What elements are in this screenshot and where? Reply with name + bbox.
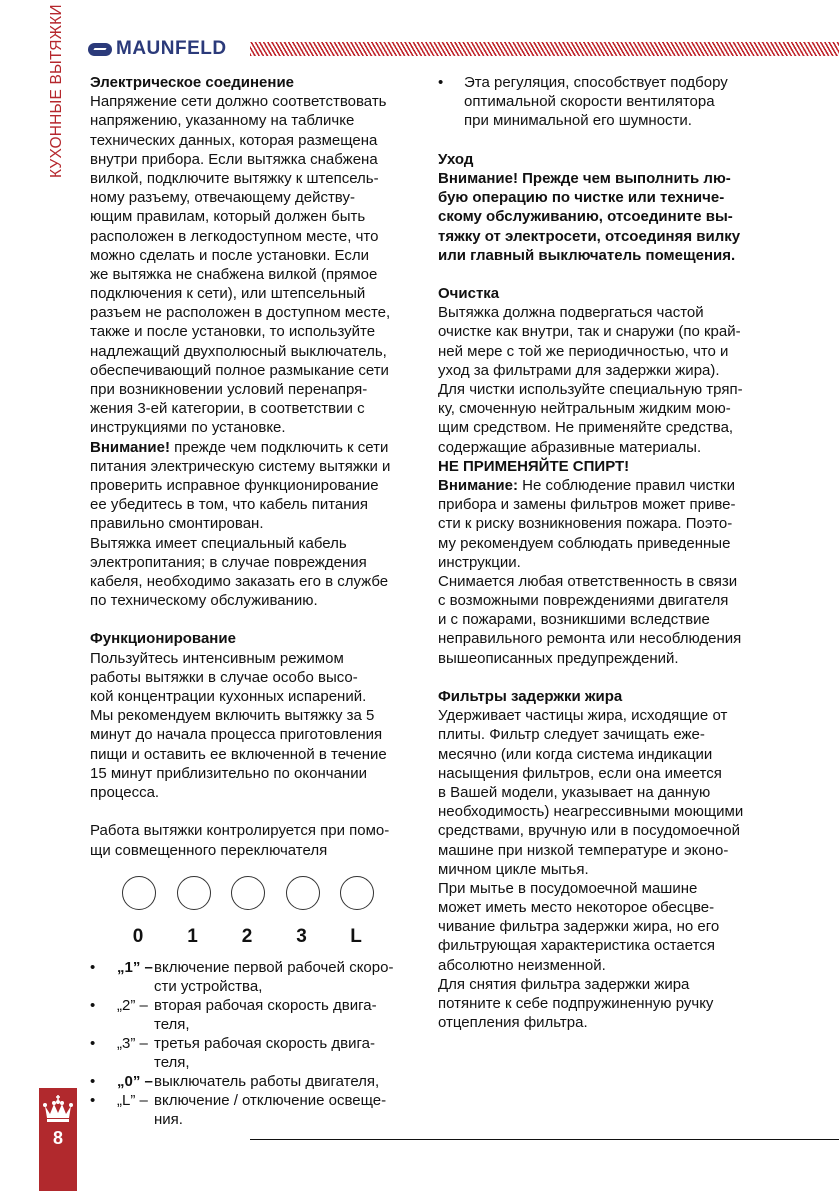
switch-bullet-continuation: сти устройства, [154,978,263,995]
text-line [90,725,420,744]
switch-bullet-item [90,1091,393,1129]
text-content: Вытяжка должна подвергаться частой [438,304,704,322]
text-content: Вытяжка имеет специальный кабель [90,534,347,552]
left-column [90,73,420,860]
text-line [438,131,838,150]
text-line [438,668,838,687]
text-content: внутри прибора. Если вытяжка снабжена [90,150,378,168]
text-content: кой концентрации кухонных испарений. [90,688,367,705]
text-content: Мы рекомендуем включить вытяжку за 5 [90,707,375,725]
switch-bullet-continuation: теля, [154,1054,190,1071]
text-content: щи совмещенного переключателя [90,841,328,859]
switch-bullet-continuation: ния. [154,1111,183,1128]
text-content: фильтрующая характеристика остается [438,937,715,955]
text-line [90,111,420,130]
text-line [90,457,420,476]
text-content: Удерживает частицы жира, исходящие от [438,707,728,725]
text-line [438,706,838,725]
text-line [438,572,838,591]
text-line [438,73,838,92]
text-content: обеспечивающий полное размыкание сети [90,361,389,379]
text-line [90,399,420,418]
text-line [438,898,838,917]
text-line [438,917,838,936]
text-line [438,342,838,361]
bullet-icon: • [90,997,96,1014]
text-content: Не соблюдение правил чистки [517,476,735,494]
text-content: Снимается любая ответственность в связи [438,572,738,590]
text-line [90,610,420,629]
text-line [438,92,838,111]
section-side-title: КУХОННЫЕ ВЫТЯЖКИ [48,4,65,178]
bullet-icon: • [90,1092,96,1109]
text-content: необходимость) неагрессивными моющими [438,803,744,821]
text-content: 15 минут приблизительно по окончании [90,764,367,782]
text-content: Для снятия фильтра задержки жира [438,975,690,993]
switch-position-label: 3 [296,926,307,947]
text-content: ному разъему, отвечающему действу- [90,189,355,207]
text-line [438,399,838,418]
text-content: Напряжение сети должно соответствовать [90,93,387,111]
text-line [90,495,420,514]
text-line [90,591,420,610]
switch-position-code: „1” – [117,959,153,976]
text-line [438,303,838,322]
switch-bullet-text: выключатель работы двигателя, [154,1073,380,1090]
text-line [438,879,838,898]
bullet-icon: • [90,959,96,976]
text-line [90,380,420,399]
text-content: средствами, вручную или в посудомоечной [438,822,740,840]
text-line [90,745,420,764]
text-content: плиты. Фильтр следует зачищать еже- [438,726,705,744]
text-content: прибора и замены фильтров может приве- [438,496,736,514]
switch-bullet-continuation: теля, [154,1016,190,1033]
text-content: жения 3-ей категории, в соответствии с [90,400,365,418]
switch-position-label: 2 [241,926,253,947]
text-content: может иметь место некоторое обесцве- [438,899,715,917]
text-content: в Вашей модели, указывает на данную [438,783,711,801]
text-line [438,745,838,764]
text-line [90,150,420,169]
text-line-bold [438,227,838,246]
text-content: содержащие абразивные материалы. [438,438,702,456]
emphasis-label: Внимание: [438,476,518,494]
text-content: процесса. [90,783,160,801]
text-line-bold [438,284,838,303]
brand-name: MAUNFELD [116,38,227,59]
text-line-bold [438,457,838,476]
text-content: тяжку от электросети, отсоединяя вилку [438,227,741,245]
text-content: при возникновении условий перенапря- [90,381,368,398]
text-line [90,687,420,706]
text-line [438,438,838,457]
text-line [438,610,838,629]
text-line [90,783,420,802]
text-line [438,361,838,380]
text-line [90,92,420,111]
page-number: 8 [52,1128,63,1148]
text-content: Пользуйтесь интенсивным режимом [90,649,344,667]
text-content: вышеописанных предупреждений. [438,649,679,667]
text-content: Очистка [438,285,500,303]
text-content: Эта регуляция, способствует подбору [464,74,728,91]
text-content: Электрическое соединение [90,74,295,91]
text-line [90,322,420,341]
text-line [438,495,838,514]
text-content: напряжению, указанному на табличке [90,112,355,130]
text-content: месячно (или когда система индикации [438,745,713,763]
right-column [438,73,838,1032]
text-line [90,649,420,668]
text-content: питания электрическую систему вытяжки и [90,457,391,475]
switch-bullet-text: вторая рабочая скорость двига- [154,997,377,1014]
switch-position-code: „0” – [117,1073,153,1090]
switch-position-circle [340,876,374,910]
text-line [438,534,838,553]
text-line [438,322,838,341]
text-line [438,841,838,860]
text-line-bold [438,188,838,207]
text-line [438,649,838,668]
text-content: прежде чем подключить к сети [169,438,389,456]
text-line-bold [438,246,838,265]
text-content: при минимальной его шумности. [464,112,692,130]
text-line [438,591,838,610]
text-line [438,783,838,802]
text-content: проверить исправное функционирование [90,476,379,494]
text-line [438,265,838,284]
switch-bullet-text: третья рабочая скорость двига- [154,1035,375,1052]
header-hatched-bar [250,42,839,56]
text-content: правильно смонтирован. [90,515,264,533]
text-line [90,553,420,572]
text-content: пищи и оставить ее включенной в течение [90,745,387,763]
text-line [90,841,420,860]
text-content: работы вытяжки в случае особо высо- [90,668,358,686]
text-content: му рекомендуем соблюдать приведенные [438,534,731,552]
text-line [90,706,420,725]
text-line [438,476,838,495]
text-content: абсолютно неизменной. [438,956,606,974]
text-content: разъем не расположен в доступном месте, [90,304,391,322]
switch-bullet-item [90,1034,393,1072]
page-number-box [39,1088,77,1191]
text-line [438,994,838,1013]
text-content: ее убедитесь в том, что кабель питания [90,496,369,514]
text-line [438,629,838,648]
switch-bullet-list [90,958,393,1129]
switch-bullet-item [90,996,393,1034]
text-line [90,342,420,361]
text-line [90,802,420,821]
text-line [438,1013,838,1032]
text-line-bold [438,207,838,226]
text-content: технических данных, которая размещена [90,131,378,149]
text-content: потяните к себе подпружиненную ручку [438,995,714,1012]
text-content: Работа вытяжки контролируется при помо- [90,822,390,840]
text-line [90,572,420,591]
text-content: с возможными повреждениями двигателя [438,592,729,610]
text-line [90,514,420,533]
text-content: Фильтры задержки жира [438,688,623,705]
text-line [90,265,420,284]
switch-position-code: „3” – [117,1035,148,1052]
text-content: по техническому обслуживанию. [90,592,318,610]
switch-position-label: 0 [132,926,144,947]
text-line [438,936,838,955]
text-line [90,438,420,457]
text-line-bold [90,629,420,648]
footer-rule [250,1139,839,1140]
text-content: инструкции. [438,553,521,571]
text-line [90,668,420,687]
switch-bullet-text: включение первой рабочей скоро- [154,959,394,976]
emphasis-label: Внимание! [90,438,170,456]
text-content: электропитания; в случае повреждения [90,553,367,571]
text-content: ней мере с той же периодичностью, что и [438,342,729,360]
switch-position-label: 1 [187,926,198,947]
bullet-icon: • [438,74,444,91]
text-content: надлежащий двухполюсный выключатель, [90,342,387,360]
text-line [90,207,420,226]
text-line [90,131,420,150]
text-line [90,303,420,322]
switch-position-label: L [350,926,362,947]
text-line [90,284,420,303]
text-line [90,188,420,207]
text-line [90,821,420,840]
text-content: чивание фильтра задержки жира, но его [438,918,720,936]
text-content: скому обслуживанию, отсоедините вы- [438,208,733,226]
text-line [438,725,838,744]
text-content: кабеля, необходимо заказать его в службе [90,572,389,590]
switch-position-circle [231,876,265,910]
text-content: уход за фильтрами для задержки жира). [438,361,720,379]
text-content: неправильного ремонта или несоблюдения [438,630,742,648]
text-line [438,821,838,840]
text-content: Функционирование [90,630,236,648]
text-line [438,111,838,130]
text-content: машине при низкой температуре и эконо- [438,841,729,859]
text-content: или главный выключатель помещения. [438,246,736,264]
text-content: инструкциями по установке. [90,419,286,437]
text-content: отцепления фильтра. [438,1014,588,1032]
switch-bullet-item [90,1072,393,1091]
text-line-bold [438,687,838,706]
text-line [438,860,838,879]
text-line [438,380,838,399]
text-content: подключения к сети), или штепсельный [90,285,366,303]
text-content: бую операцию по чистке или техниче- [438,189,725,207]
brand-logo [88,38,227,60]
text-content: оптимальной скорости вентилятора [464,93,715,111]
text-content: расположен в легкодоступном месте, что [90,227,379,245]
text-content: минут до начала процесса приготовления [90,726,383,744]
text-line [438,418,838,437]
text-line-bold [438,169,838,188]
switch-position-circle [122,876,156,910]
text-line [438,975,838,994]
text-line [90,418,420,437]
switch-position-code: „L” – [117,1092,148,1109]
text-content: щим средством. Не применяйте средства, [438,419,734,437]
brand-logo-icon [88,43,112,56]
text-content: Для чистки используйте специальную тряп- [438,381,743,398]
text-line [90,227,420,246]
text-line [90,169,420,188]
text-line [438,764,838,783]
bullet-icon: • [90,1073,96,1090]
text-content: ку, смоченную нейтральным жидким мою- [438,400,731,418]
text-line [438,802,838,821]
text-line [438,956,838,975]
text-content: вилкой, подключите вытяжку к штепсель- [90,169,379,187]
text-content: также и после установки, то используйте [90,323,376,341]
text-line [90,764,420,783]
text-content: Внимание! Прежде чем выполнить лю- [438,169,731,187]
switch-position-code: „2” – [117,997,148,1014]
text-content: сти к риску возникновения пожара. Поэто- [438,515,733,533]
text-line [90,534,420,553]
text-content: Уход [438,150,474,168]
bullet-icon: • [90,1035,96,1052]
text-line-bold [90,73,420,92]
text-content: НЕ ПРИМЕНЯЙТЕ СПИРТ! [438,457,630,475]
text-line-bold [438,150,838,169]
text-content: При мытье в посудомоечной машине [438,879,698,897]
text-content: очистке как внутри, так и снаружи (по край- [438,323,741,341]
crown-icon [42,1094,74,1124]
switch-position-circle [177,876,211,910]
text-content: можно сделать и после установки. Если [90,246,370,264]
text-line [90,476,420,495]
switch-bullet-item [90,958,393,996]
switch-bullet-text: включение / отключение освеще- [154,1092,387,1109]
text-content: и с пожарами, возникшими вследствие [438,611,710,629]
text-line [438,553,838,572]
switch-position-circle [286,876,320,910]
text-line [438,514,838,533]
text-content: ющим правилам, который должен быть [90,208,366,226]
text-line [90,361,420,380]
text-content: насыщения фильтров, если она имеется [438,764,722,782]
text-line [90,246,420,265]
text-content: мичном цикле мытья. [438,860,589,878]
text-content: же вытяжка не снабжена вилкой (прямое [90,265,378,283]
